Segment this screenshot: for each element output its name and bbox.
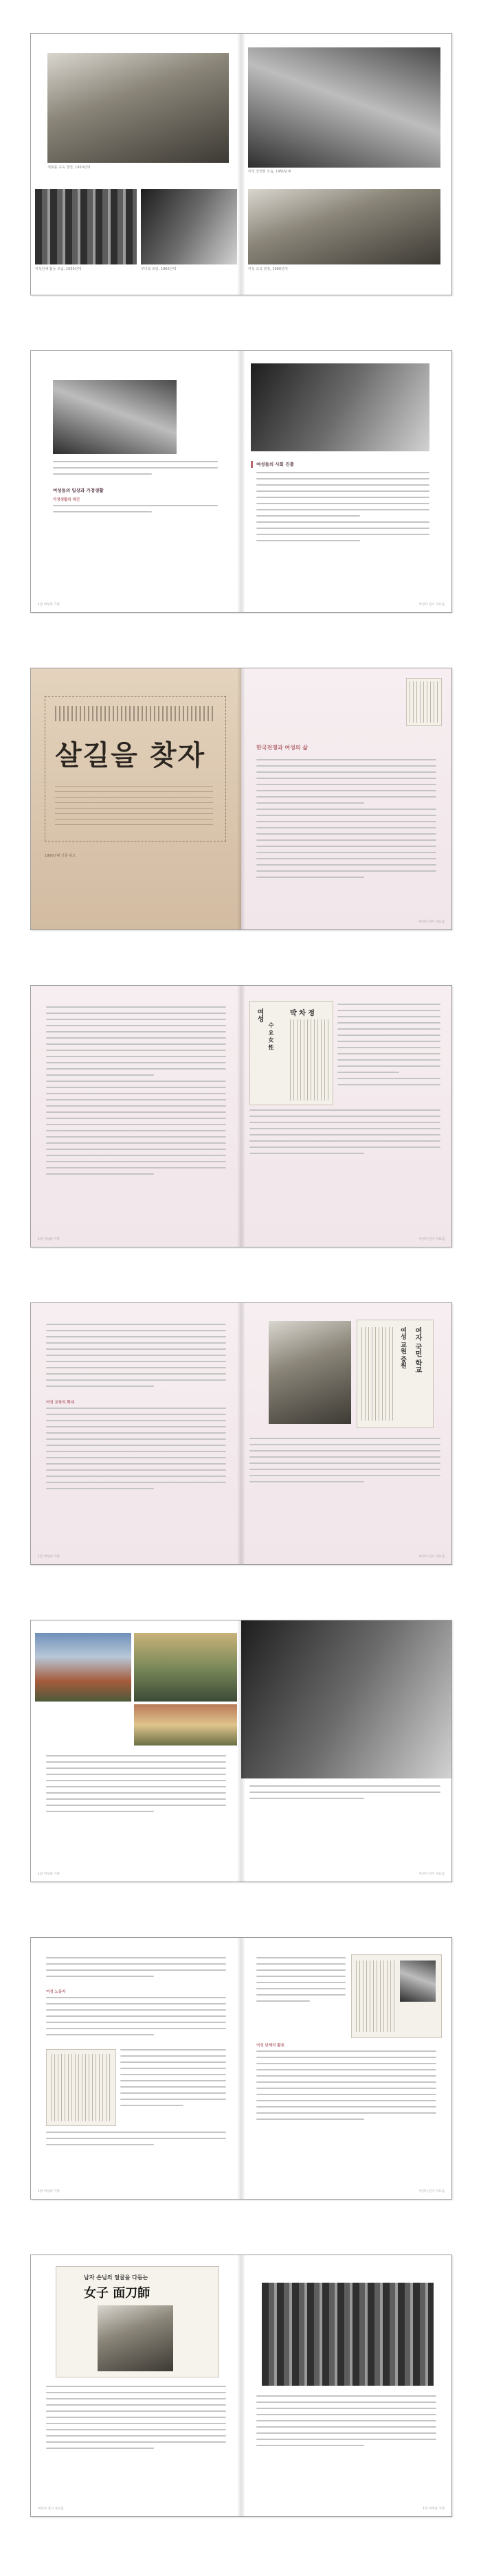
left-page	[31, 1303, 241, 1564]
photo-women-carrying	[251, 363, 429, 451]
photo-festival-color	[134, 1704, 237, 1745]
folio: 여성사 전시 자료집	[418, 1238, 445, 1241]
body-text	[46, 1997, 226, 2040]
clip-headline: 남자 손님의 얼굴을 다듬는	[84, 2274, 148, 2281]
poster-title: 살길을 찾자	[55, 739, 206, 771]
body-text	[337, 1004, 440, 1090]
poster-rules	[55, 706, 213, 721]
newspaper-clipping	[56, 2266, 219, 2377]
section-heading: 여성 노동자	[46, 1990, 66, 1994]
folio: 여성사 전시 자료집	[418, 2190, 445, 2193]
body-text	[256, 1957, 346, 2007]
left-page	[31, 34, 241, 295]
body-text	[46, 1006, 226, 1179]
left-page	[31, 351, 241, 612]
spread-2	[30, 350, 452, 613]
clip-photo	[98, 2305, 173, 2371]
newspaper-clipping	[351, 1954, 442, 2038]
body-text	[249, 1109, 440, 1159]
left-page	[31, 668, 241, 929]
clip-subtitle: 수 요 女 性	[268, 1022, 275, 1050]
left-page	[31, 986, 241, 1247]
gutter	[237, 351, 245, 612]
clip-text	[356, 1961, 396, 2032]
photo-woman-portrait	[269, 1321, 351, 1424]
folio: 1장 여성과 가정	[38, 1555, 60, 1559]
spread-5	[30, 1302, 452, 1565]
section-title: 한국전쟁과 여성의 삶	[256, 744, 309, 751]
body-text	[46, 2386, 226, 2454]
photo-barber-women	[262, 2283, 434, 2386]
gutter	[237, 986, 245, 1247]
body-text	[46, 1957, 226, 1982]
right-page	[241, 668, 451, 929]
clip-text	[290, 1019, 328, 1100]
right-page	[241, 986, 451, 1247]
folio: 여성사 전시 자료집	[418, 920, 445, 924]
clip-text	[51, 2054, 111, 2121]
folio: 1장 여성과 가정	[423, 2507, 445, 2511]
right-page	[241, 1938, 451, 2199]
body-text	[249, 1785, 440, 1804]
left-page	[31, 2255, 241, 2516]
right-page	[241, 1303, 451, 1564]
body-text	[46, 2132, 226, 2150]
folio: 여성사 전시 자료집	[418, 1555, 445, 1559]
photo-street	[53, 380, 177, 454]
right-page	[241, 351, 451, 612]
spread-7	[30, 1937, 452, 2200]
right-page	[241, 34, 451, 295]
body-text	[256, 759, 436, 883]
gutter	[237, 668, 245, 929]
caption: 1950년대 신문 광고	[45, 854, 76, 858]
poster	[45, 696, 226, 841]
caption: 여성 교육 현장, 1960년대	[248, 267, 288, 271]
photo-fashion-show	[241, 1620, 451, 1778]
body-text	[256, 2050, 436, 2125]
body-text	[249, 1438, 440, 1487]
gutter	[237, 1620, 245, 1882]
photo-sewing-class	[47, 53, 229, 163]
gutter	[237, 2255, 245, 2516]
clip-vertical-title: 여성 교원 증원	[399, 1327, 406, 1369]
spread-1	[30, 33, 452, 295]
photo-gathering	[141, 189, 237, 264]
sub-heading: 가정생활의 재건	[53, 498, 80, 502]
clip-title: 박 차 정	[290, 1010, 315, 1017]
photo-market-color	[134, 1633, 237, 1702]
spread-6	[30, 1620, 452, 1882]
gutter	[237, 34, 245, 295]
body-text	[46, 1408, 226, 1494]
clip-text	[361, 1327, 394, 1421]
folio: 여성사 전시 자료집	[418, 1873, 445, 1876]
section-heading: 여성 단체의 활동	[256, 2044, 285, 2048]
folio: 1장 여성과 가정	[38, 2190, 60, 2193]
caption: 여성 강연회 모습, 1950년대	[248, 170, 291, 174]
newspaper-clipping	[357, 1320, 434, 1428]
photo-meeting	[35, 189, 137, 264]
caption: 부녀회 모임, 1960년대	[141, 267, 177, 271]
photo-lecture	[248, 47, 440, 168]
body-text	[256, 472, 429, 546]
spread-8	[30, 2255, 452, 2517]
folio: 1장 여성과 가정	[38, 603, 60, 607]
clip-vertical-title: 여성	[256, 1008, 263, 1022]
section-heading: 여성들의 사회 진출	[256, 462, 294, 467]
section-heading: 여성 교육의 확대	[46, 1401, 75, 1405]
section-heading: 여성들의 일상과 가정생활	[53, 488, 104, 493]
clip-text	[410, 681, 438, 723]
body-text	[53, 505, 218, 517]
body-text	[53, 461, 218, 479]
poster-rules	[55, 786, 213, 827]
folio: 1장 여성과 가정	[38, 1238, 60, 1241]
gutter	[237, 1938, 245, 2199]
caption: 재봉틀 교육 장면, 1950년대	[47, 166, 91, 170]
folio: 여성사 전시 자료집	[38, 2507, 64, 2511]
right-page	[241, 1620, 451, 1882]
right-page	[241, 2255, 451, 2516]
accent-bar	[251, 461, 253, 468]
folio: 여성사 전시 자료집	[418, 603, 445, 607]
spread-3	[30, 668, 452, 930]
left-page	[31, 1620, 241, 1882]
caption: 여성단체 활동 모습, 1950년대	[35, 267, 82, 271]
body-text	[46, 1324, 226, 1392]
gutter	[237, 1303, 245, 1564]
newspaper-clipping	[406, 678, 442, 726]
clip-title: 女子 面刀師	[84, 2286, 150, 2301]
folio: 1장 여성과 가정	[38, 1873, 60, 1876]
body-text	[46, 1755, 226, 1817]
spread-4	[30, 985, 452, 1247]
body-text	[120, 2049, 226, 2111]
clip-photo	[400, 1961, 436, 2002]
newspaper-clipping	[249, 1001, 333, 1105]
photo-city-color	[35, 1633, 131, 1702]
left-page	[31, 1938, 241, 2199]
photo-classroom	[248, 189, 440, 264]
clip-vertical-title: 여자 국민 학교	[414, 1327, 421, 1373]
newspaper-clipping	[46, 2049, 116, 2126]
body-text	[256, 2395, 436, 2451]
